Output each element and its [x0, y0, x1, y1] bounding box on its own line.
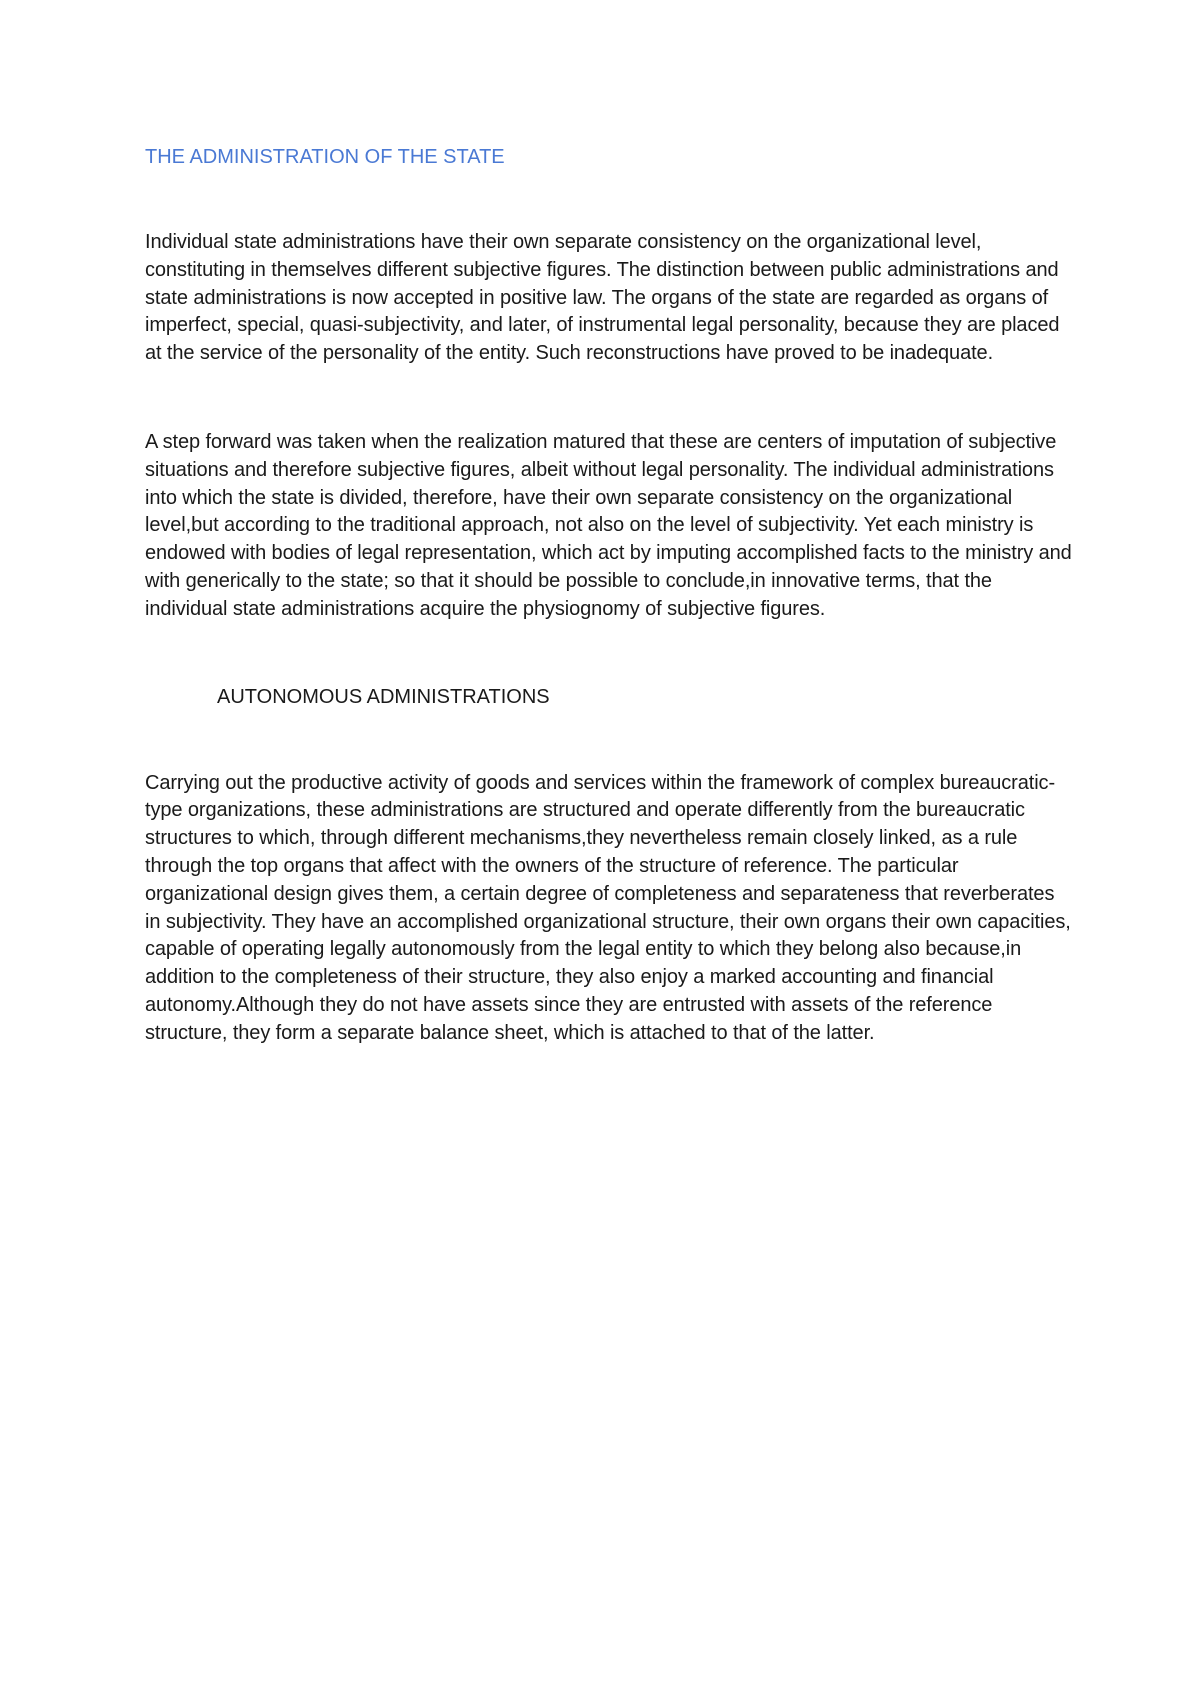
paragraph-3: Carrying out the productive activity of goods and services within the framework of complex bureaucratic-type organizations, these administrations are structured and operate differently from the bureaucratic structures to which, through different mechanisms,they nevertheless remain closely linked, as a rule through the top organs that affect with the owners of the structure of reference. The particular organizational design gives them, a certain degree of completeness and separateness that reverberates in subjectivity. They have an accomplished organizational structure, their own organs their own capacities, capable of operating legally autonomously from the legal entity to which they belong also because,in addition to the completeness of their structure, they also enjoy a marked accounting and financial autonomy.Although they do not have assets since they are entrusted with assets of the reference structure, they form a separate balance sheet, which is attached to that of the latter. — [145, 771, 1071, 1044]
document-body — [145, 143, 1075, 1048]
section-heading-autonomous-administrations: AUTONOMOUS ADMINISTRATIONS — [217, 685, 550, 708]
paragraph-2: A step forward was taken when the realization matured that these are centers of imputation of subjective situations and therefore subjective figures, albeit without legal personality. The individual administrations into which the state is divided, therefore, have their own separate consistency on the organizational level,but according to the traditional approach, not also on the level of subjectivity. Yet each ministry is endowed with bodies of legal representation, which act by imputing accomplished facts to the ministry and with generically to the state; so that it should be possible to conclude,in innovative terms, that the individual state administrations acquire the physiognomy of subjective figures. — [145, 430, 1072, 620]
section-heading-administration-of-the-state: THE ADMINISTRATION OF THE STATE — [145, 146, 505, 168]
paragraph-1: Individual state administrations have their own separate consistency on the organizational level, constituting in themselves different subjective figures. The distinction between public administrations and state administrations is now accepted in positive law. The organs of the state are regarded as organs of imperfect, special, quasi-subjectivity, and later, of instrumental legal personality, because they are placed at the service of the personality of the entity. Such reconstructions have proved to be inadequate. — [145, 231, 1060, 365]
